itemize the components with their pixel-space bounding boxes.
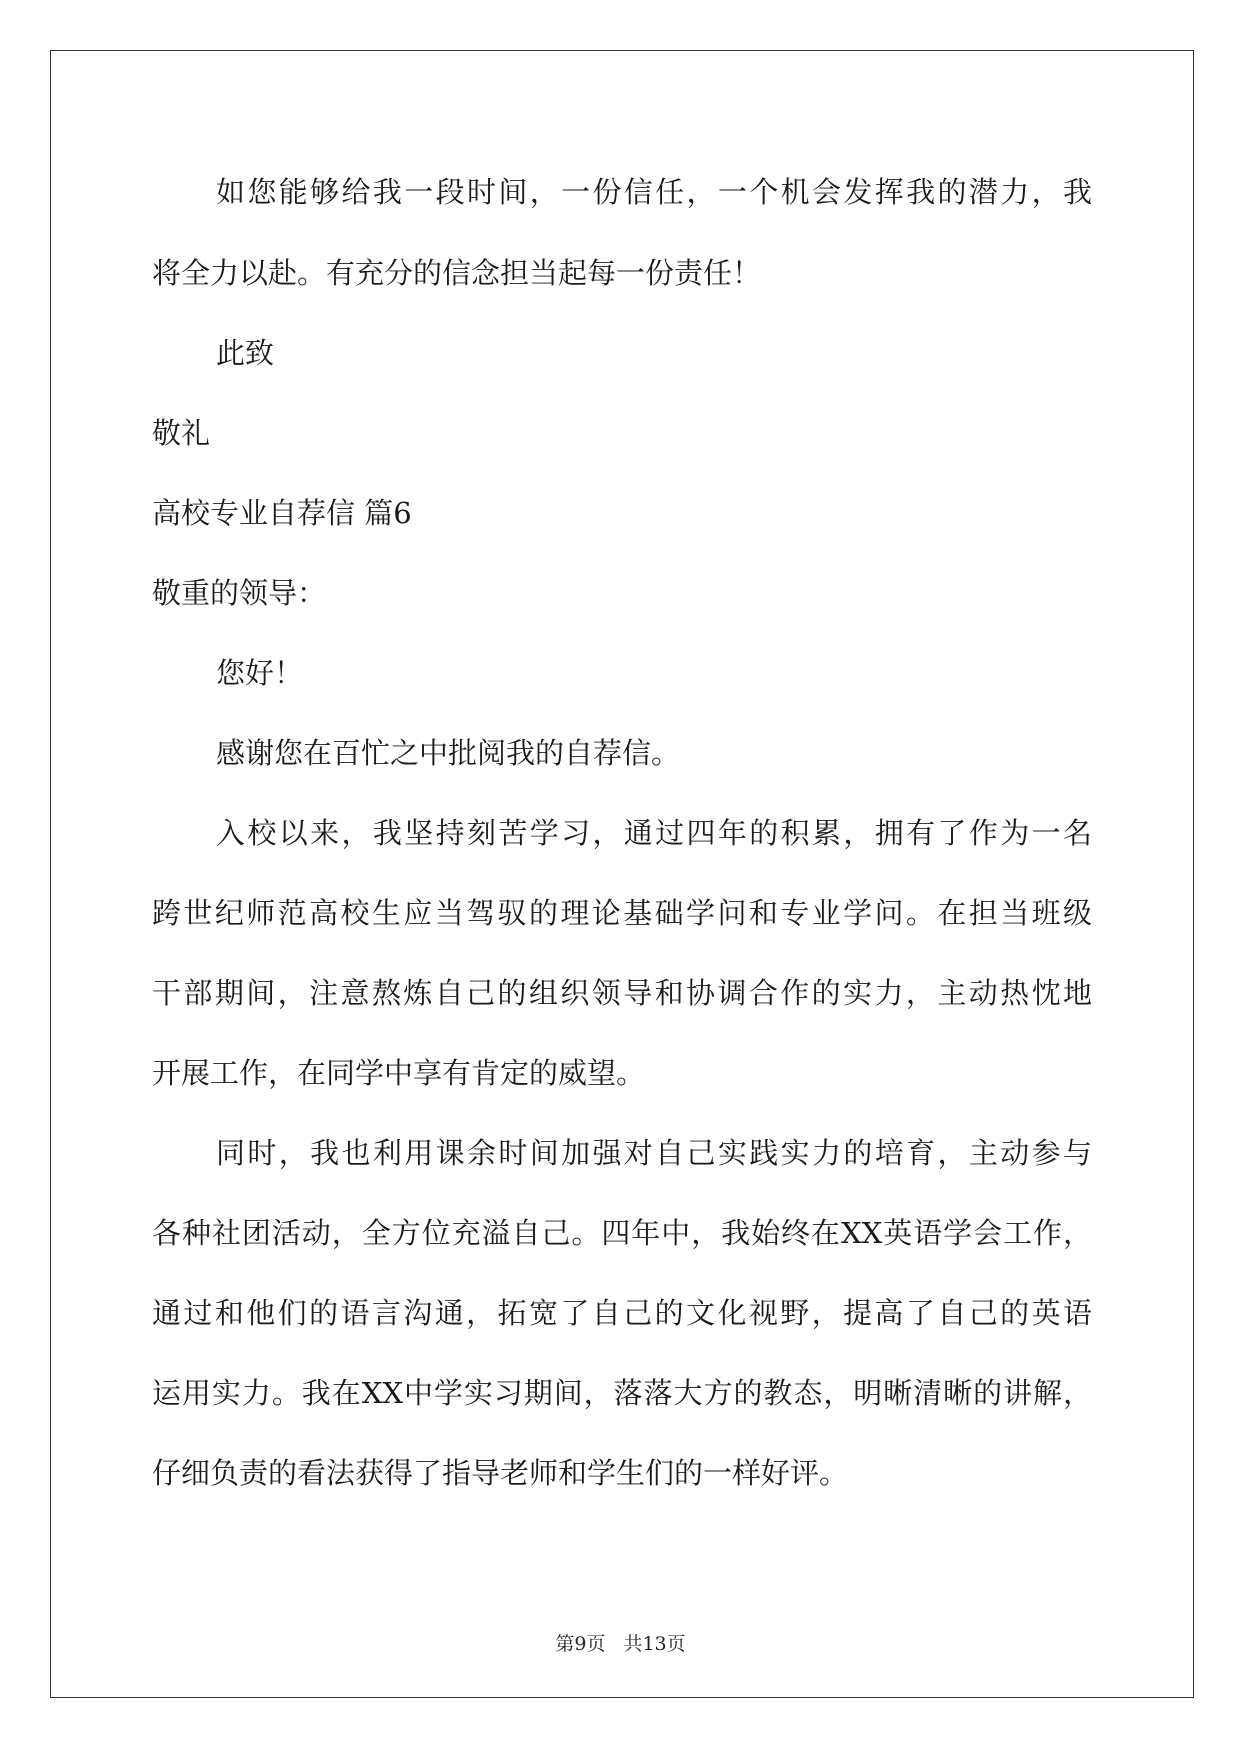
paragraph-line: 干部期间，注意熬炼自己的组织领导和协调合作的实力，主动热忱地 (152, 976, 1092, 1010)
page-border (50, 50, 1194, 1698)
paragraph-line: 将全力以赴。有充分的信念担当起每一份责任！ (152, 256, 762, 290)
greeting-recipient: 敬重的领导： (152, 576, 327, 610)
paragraph-line: 感谢您在百忙之中批阅我的自荐信。 (216, 736, 681, 770)
paragraph-line: 跨世纪师范高校生应当驾驭的理论基础学问和专业学问。在担当班级 (152, 896, 1092, 930)
paragraph-line: 开展工作，在同学中享有肯定的威望。 (152, 1056, 646, 1090)
page-footer (0, 1632, 1241, 1656)
paragraph-line: 通过和他们的语言沟通，拓宽了自己的文化视野，提高了自己的英语 (152, 1296, 1092, 1330)
paragraph-line: 运用实力。我在XX中学实习期间，落落大方的教态，明晰清晰的讲解， (152, 1376, 1092, 1410)
paragraph-line: 入校以来，我坚持刻苦学习，通过四年的积累，拥有了作为一名 (216, 816, 1092, 850)
greeting: 您好！ (216, 656, 304, 690)
closing-salutation: 此致 (216, 336, 275, 370)
paragraph-line: 各种社团活动，全方位充溢自己。四年中，我始终在XX英语学会工作， (152, 1216, 1092, 1250)
paragraph-line: 仔细负责的看法获得了指导老师和学生们的一样好评。 (152, 1456, 849, 1490)
paragraph-line: 如您能够给我一段时间，一份信任，一个机会发挥我的潜力，我 (216, 175, 1092, 209)
section-title: 高校专业自荐信 篇6 (152, 496, 412, 530)
paragraph-line: 同时，我也利用课余时间加强对自己实践实力的培育，主动参与 (216, 1136, 1092, 1170)
page-total: 共13页 (623, 1633, 686, 1655)
page-number: 第9页 (555, 1633, 606, 1655)
closing-regards: 敬礼 (152, 416, 211, 450)
